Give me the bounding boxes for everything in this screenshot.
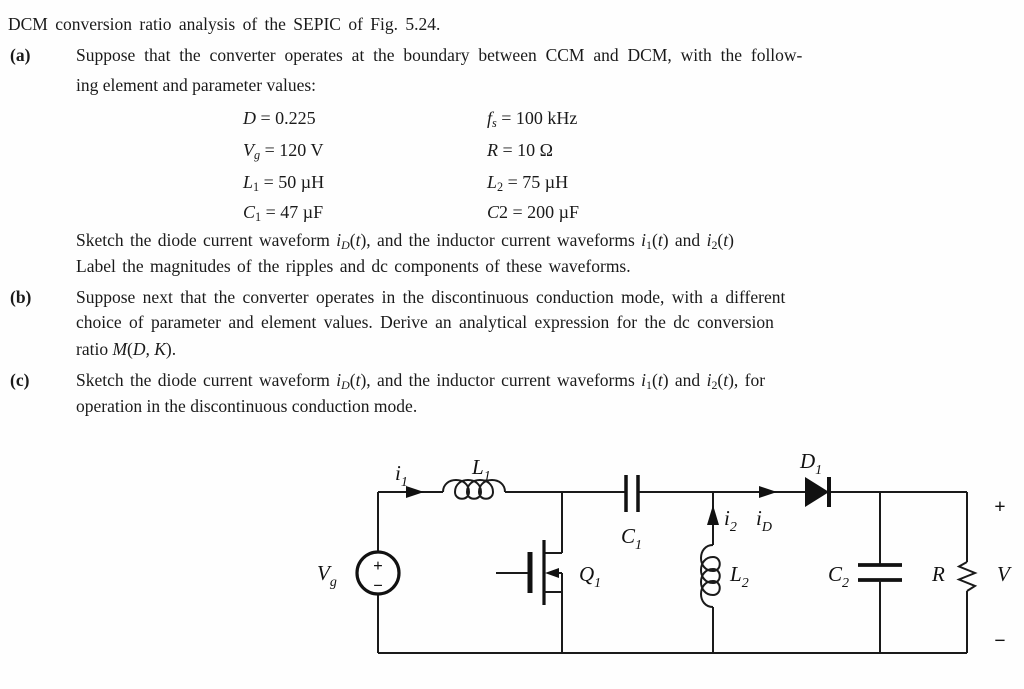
output-plus-sign: + <box>994 496 1006 518</box>
part-c-label: (c) <box>10 370 30 390</box>
part-b-line-2: choice of parameter and element values. Derive an analytical expression for the dc conversion <box>76 312 774 332</box>
current-arrow-i2 <box>707 505 719 525</box>
output-minus-sign: − <box>994 630 1006 652</box>
part-b-label: (b) <box>10 287 32 307</box>
label-C1: $C_1$ <box>621 524 643 553</box>
label-i2: $i_2$ <box>724 506 737 535</box>
part-a-line-1: Suppose that the converter operates at the boundary between CCM and DCM, with the follow- <box>76 45 803 65</box>
mosfet-arrow <box>545 568 559 578</box>
label-L1: $L_1$ <box>472 455 491 484</box>
part-c-line-1: Sketch the diode current waveform $i_D(t)$, and the inductor current waveforms $i_1(t)$ and $i_2(t)$, for <box>76 370 766 392</box>
label-V: V <box>997 562 1010 586</box>
part-a-label: (a) <box>10 45 31 65</box>
part-b-line-1: Suppose next that the converter operates in the discontinuous conduction mode, with a different <box>76 287 786 307</box>
part-c-line-2: operation in the discontinuous conduction mode. <box>76 396 418 416</box>
param-R: R = 10 Ω <box>487 140 554 160</box>
part-a-line-3: Sketch the diode current waveform $i_D(t)$, and the inductor current waveforms $i_1(t)$ and $i_2(t)$ <box>76 230 734 252</box>
param-D: D = 0.225 <box>243 108 316 128</box>
param-Vg: $V_g = 120$ V <box>243 140 324 162</box>
label-C2: $C_2$ <box>828 562 850 591</box>
current-arrow-i1 <box>406 486 424 498</box>
diode-D1 <box>805 477 829 507</box>
mosfet-Q1 <box>496 492 562 653</box>
source-minus-sign: − <box>373 576 383 595</box>
source-Vg <box>357 552 399 595</box>
param-L1: $L_1 = 50$ µH <box>243 172 325 194</box>
label-L2: $L_2$ <box>730 562 749 591</box>
problem-title: DCM conversion ratio analysis of the SEPIC of Fig. 5.24. <box>8 14 441 34</box>
sepic-circuit-diagram <box>300 435 1015 685</box>
capacitor-C2 <box>858 492 902 653</box>
part-b-line-3: ratio M(D, K). <box>76 339 177 359</box>
inductor-L1 <box>443 480 505 499</box>
part-a-line-4: Label the magnitudes of the ripples and dc components of these waveforms. <box>76 256 631 276</box>
capacitor-C1 <box>626 475 638 512</box>
current-arrow-iD <box>759 486 777 498</box>
label-Vg: $V_g$ <box>317 561 337 590</box>
part-a-line-2: ing element and parameter values: <box>76 75 317 95</box>
source-plus-sign: + <box>373 556 383 575</box>
param-C2: C2 = 200 µF <box>487 202 580 222</box>
param-fs: $f_s = 100$ kHz <box>487 108 578 130</box>
label-R: R <box>932 562 945 586</box>
label-iD: $i_D$ <box>756 506 772 535</box>
param-L2: $L_2 = 75$ µH <box>487 172 569 194</box>
label-Q1: $Q_1$ <box>579 562 602 591</box>
param-C1: $C_1 = 47$ µF <box>243 202 324 224</box>
resistor-R <box>959 492 975 653</box>
label-i1: $i_1$ <box>395 461 408 490</box>
label-D1: $D_1$ <box>800 449 823 478</box>
